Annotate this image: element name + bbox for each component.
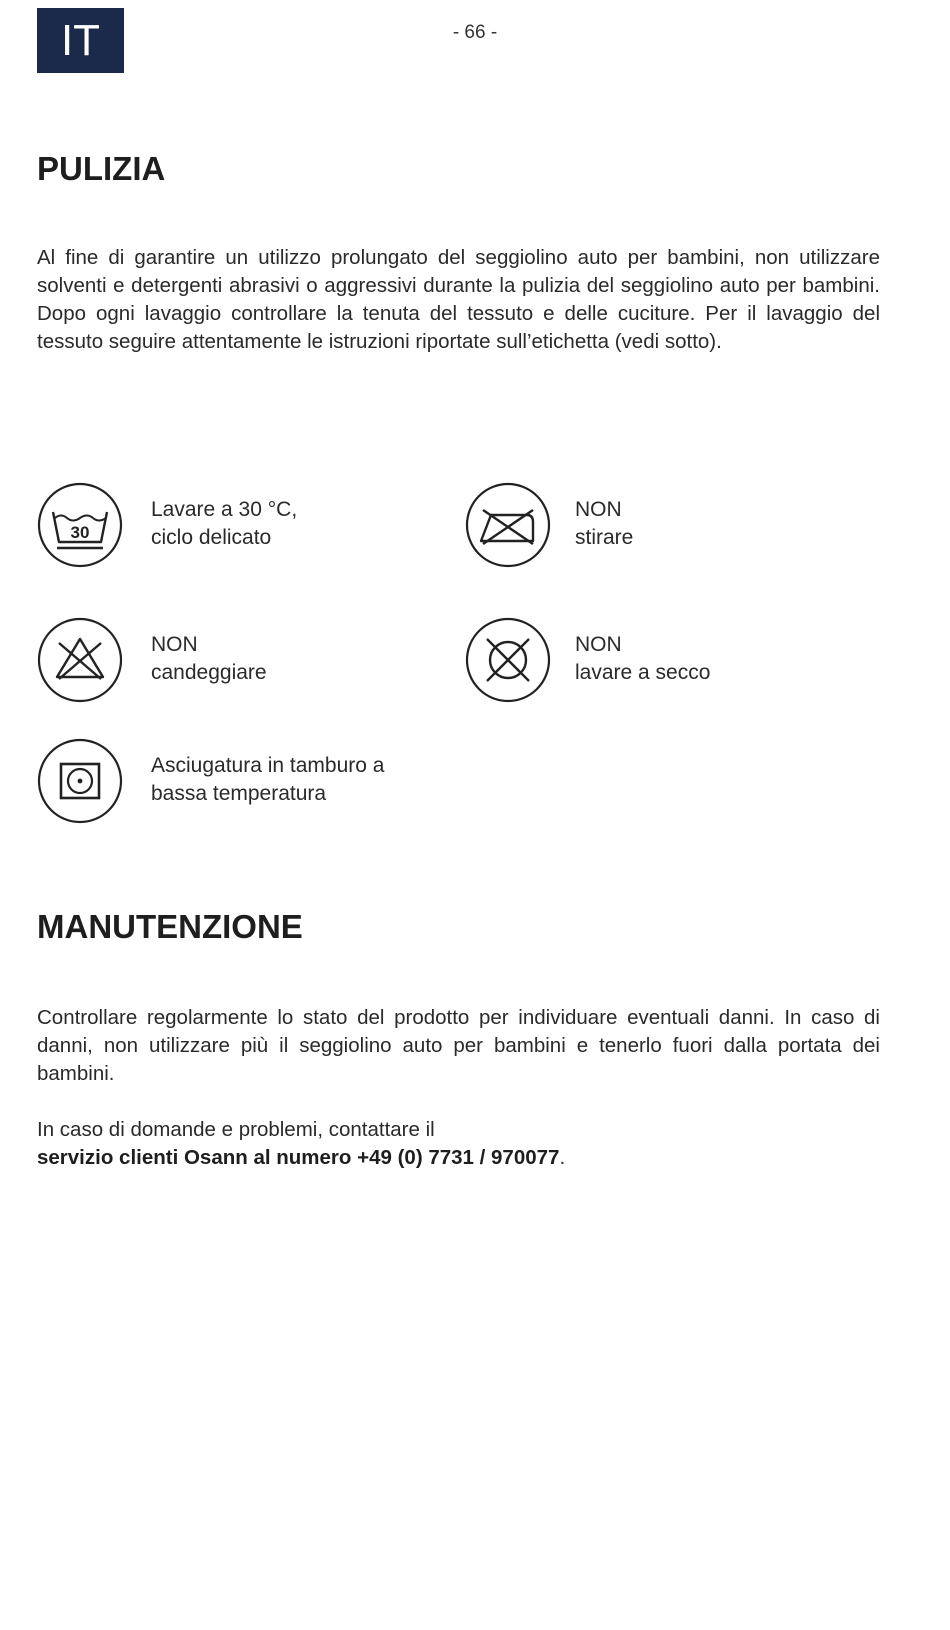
care-tumble-dry-line1: Asciugatura in tamburo a [151, 754, 385, 777]
care-text-no-iron [575, 496, 875, 552]
wash-30-icon [37, 482, 123, 568]
care-text-tumble-dry [151, 752, 451, 808]
contact-paragraph [37, 1116, 880, 1172]
no-dry-clean-icon [465, 617, 551, 703]
care-no-dry-clean-line1: NON [575, 633, 622, 656]
care-no-bleach-line2: candeggiare [151, 661, 267, 684]
section-title-manutenzione: MANUTENZIONE [37, 908, 303, 945]
care-wash-line2: ciclo delicato [151, 526, 272, 549]
no-bleach-icon [37, 617, 123, 703]
contact-intro: In caso di domande e problemi, contattare il [37, 1118, 435, 1141]
care-no-iron-line2: stirare [575, 526, 634, 549]
care-text-no-dry-clean [575, 631, 875, 687]
pulizia-paragraph: Al fine di garantire un utilizzo prolungato del seggiolino auto per bambini, non utilizzare solventi e detergenti abrasivi o aggressivi durante la pulizia del seggiolino auto per bambini. Dopo ogni lavaggio controllare la tenuta del tessuto e delle cuciture. Per il lavaggio del tessuto seguire attentamente le istruzioni riportate sull’etichetta (vedi sotto). [37, 246, 880, 353]
contact-service-phone: servizio clienti Osann al numero +49 (0) 7731 / 970077 [37, 1146, 560, 1169]
care-text-wash [151, 496, 451, 552]
section-title-pulizia: PULIZIA [37, 150, 166, 187]
no-iron-icon [465, 482, 551, 568]
care-no-dry-clean-line2: lavare a secco [575, 661, 711, 684]
care-no-bleach-line1: NON [151, 633, 198, 656]
care-tumble-dry-line2: bassa temperatura [151, 782, 327, 805]
manutenzione-paragraph: Controllare regolarmente lo stato del prodotto per individuare eventuali danni. In caso di danni, non utilizzare più il seggiolino auto per bambini e tenerlo fuori dalla portata dei bambini. [37, 1006, 880, 1085]
care-wash-line1: Lavare a 30 °C, [151, 498, 298, 521]
tumble-dry-low-icon [37, 738, 123, 824]
page-number: - 66 - [452, 22, 498, 43]
care-text-no-bleach [151, 631, 451, 687]
wash-temperature-label: 30 [70, 523, 90, 542]
language-badge: IT [37, 8, 124, 73]
care-no-iron-line1: NON [575, 498, 622, 521]
contact-end: . [559, 1146, 566, 1169]
